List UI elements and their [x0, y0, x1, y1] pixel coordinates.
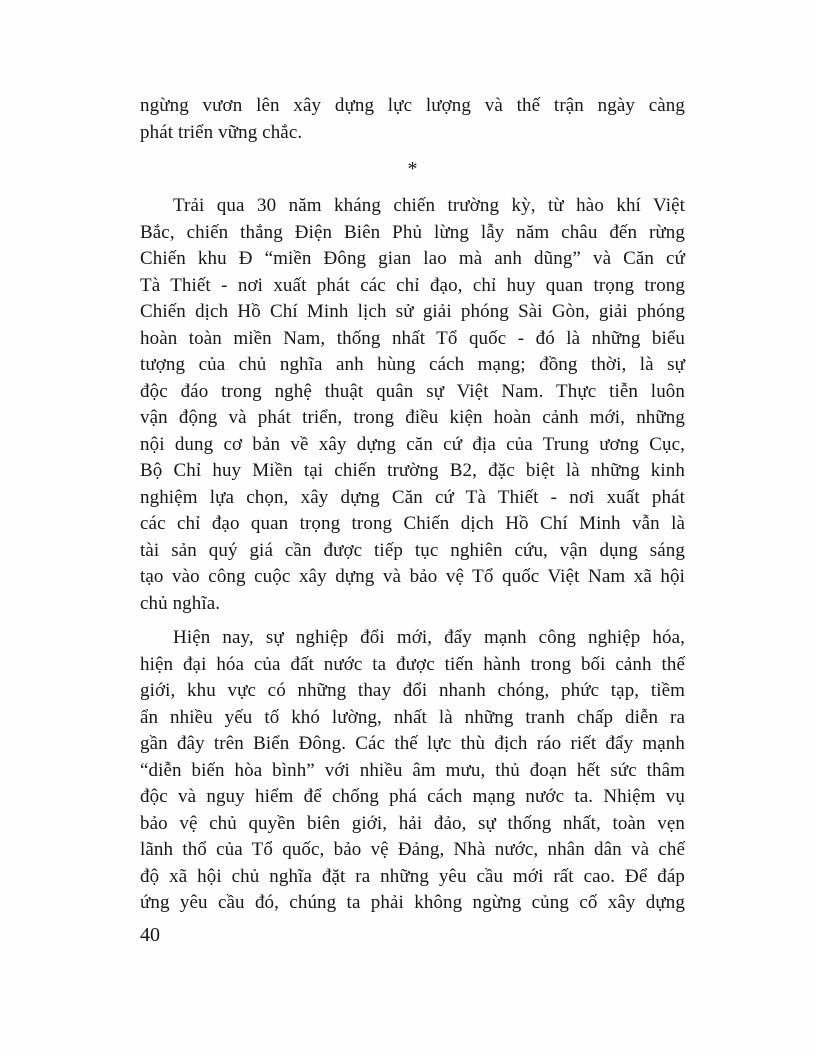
text-line: Chiến khu Đ “miền Đông gian lao mà anh dũng” và Căn cứ [140, 248, 685, 269]
text-line: nghiệm lựa chọn, xây dựng Căn cứ Tà Thiết - nơi xuất phát [140, 486, 685, 508]
text-line: bảo vệ chủ quyền biên giới, hải đảo, sự thống nhất, toàn vẹn [140, 812, 685, 834]
text-line: nội dung cơ bản về xây dựng căn cứ địa của Trung ương Cục, [140, 433, 685, 455]
text-line: phát triển vững chắc. [140, 121, 303, 143]
text-line: hoàn toàn miền Nam, thống nhất Tổ quốc - đó là những biểu [140, 327, 685, 349]
text-line: tượng của chủ nghĩa anh hùng cách mạng; đồng thời, là sự [140, 354, 685, 375]
text-line: Bắc, chiến thắng Điện Biên Phủ lừng lẫy năm châu đến rừng [140, 221, 685, 243]
text-line: hiện đại hóa của đất nước ta được tiến hành trong bối cảnh thế [140, 653, 685, 675]
text-line: ngừng vươn lên xây dựng lực lượng và thế trận ngày càng [140, 95, 685, 116]
page-body [140, 93, 685, 917]
paragraph [140, 193, 685, 617]
text-line: ứng yêu cầu đó, chúng ta phải không ngừng củng cố xây dựng [140, 892, 685, 913]
text-line: vận động và phát triển, trong điều kiện hoàn cảnh mới, những [140, 407, 685, 428]
page-number: 40 [140, 924, 160, 946]
text-line: độ xã hội chủ nghĩa đặt ra những yêu cầu mới rất cao. Để đáp [140, 865, 685, 887]
text-line: lãnh thổ của Tổ quốc, bảo vệ Đảng, Nhà nước, nhân dân và chế [140, 839, 685, 860]
section-separator: * [407, 158, 418, 180]
text-line: Bộ Chỉ huy Miền tại chiến trường B2, đặc biệt là những kinh [140, 460, 685, 481]
text-line: các chỉ đạo quan trọng trong Chiến dịch Hồ Chí Minh vẫn là [140, 513, 685, 534]
text-line: chủ nghĩa. [140, 592, 221, 614]
paragraph [140, 625, 685, 917]
text-line: tài sản quý giá cần được tiếp tục nghiên cứu, vận dụng sáng [140, 539, 685, 561]
text-line: gần đây trên Biển Đông. Các thế lực thù địch ráo riết đẩy mạnh [140, 733, 685, 754]
text-line: “diễn biến hòa bình” với nhiều âm mưu, thủ đoạn hết sức thâm [140, 759, 685, 781]
text-line: độc và nguy hiểm để chống phá cách mạng nước ta. Nhiệm vụ [140, 786, 685, 807]
text-line: Trải qua 30 năm kháng chiến trường kỳ, từ hào khí Việt [173, 195, 685, 216]
text-line: giới, khu vực có những thay đổi nhanh chóng, phức tạp, tiềm [140, 680, 685, 701]
text-line: ẩn nhiều yếu tố khó lường, nhất là những tranh chấp diễn ra [140, 706, 685, 728]
text-line: Hiện nay, sự nghiệp đổi mới, đẩy mạnh công nghiệp hóa, [173, 627, 685, 648]
text-line: tạo vào công cuộc xây dựng và bảo vệ Tổ quốc Việt Nam xã hội [140, 566, 685, 587]
text-line: Chiến dịch Hồ Chí Minh lịch sử giải phóng Sài Gòn, giải phóng [140, 301, 685, 322]
text-line: Tà Thiết - nơi xuất phát các chỉ đạo, chỉ huy quan trọng trong [140, 274, 685, 296]
text-line: độc đáo trong nghệ thuật quân sự Việt Nam. Thực tiễn luôn [140, 380, 685, 402]
paragraph-continuation [140, 93, 685, 146]
